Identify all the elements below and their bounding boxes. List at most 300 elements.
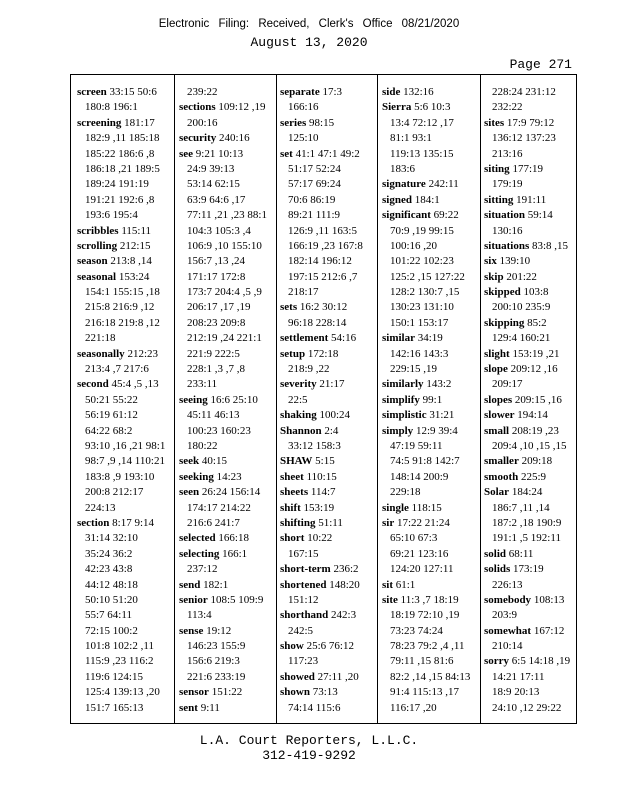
index-entry-continuation	[77, 316, 171, 331]
index-entry-continuation	[179, 162, 275, 177]
index-entry-continuation	[280, 177, 374, 192]
index-entry	[77, 239, 171, 254]
page-line-refs: 24:10 ,12 29:22	[492, 701, 562, 714]
index-table	[70, 74, 577, 724]
page-line-refs: 63:9 64:6 ,17	[187, 193, 246, 206]
index-word: slope	[484, 363, 508, 376]
index-word: signed	[382, 193, 412, 206]
page-line-refs: 56:19 61:12	[85, 409, 138, 422]
index-entry-continuation	[280, 224, 374, 239]
reporter-phone: 312-419-9292	[262, 748, 356, 763]
index-word: selecting	[179, 547, 220, 560]
page-line-refs: 194:14	[514, 409, 548, 422]
index-entry	[280, 147, 374, 162]
index-word	[179, 717, 219, 719]
index-entry	[280, 408, 374, 423]
index-entry	[179, 131, 275, 146]
index-word: sorry	[484, 655, 510, 668]
page-line-refs: 55:7 64:11	[85, 609, 132, 622]
index-entry	[179, 685, 275, 700]
index-entry-continuation	[280, 654, 374, 669]
page-line-refs: 124:20 127:11	[390, 563, 454, 576]
index-entry-continuation	[77, 362, 171, 377]
page-line-refs: 74:14 115:6	[288, 701, 341, 714]
index-entry-continuation	[484, 100, 574, 115]
page-line-refs: 82:2 ,14 ,15 84:13	[390, 670, 471, 683]
page-line-refs: 130:16	[492, 224, 523, 237]
page-line-refs: 113:4	[187, 609, 212, 622]
index-entry	[382, 100, 478, 115]
index-word: site	[382, 593, 398, 606]
index-entry-continuation	[484, 300, 574, 315]
page-line-refs: 17:3	[319, 86, 343, 98]
column-divider	[276, 75, 277, 723]
page-line-refs: 45:4 ,5 ,13	[108, 378, 159, 391]
index-entry-continuation	[484, 639, 574, 654]
index-entry-continuation	[280, 193, 374, 208]
page-line-refs: 177:19	[509, 162, 543, 175]
page-line-refs: 125:4 139:13 ,20	[85, 686, 160, 699]
index-word: six	[484, 255, 497, 268]
column-divider	[174, 75, 175, 723]
index-word: section	[77, 516, 110, 529]
page-line-refs: 93:10 ,16 ,21 98:1	[85, 439, 166, 452]
index-entry	[484, 424, 574, 439]
index-word: somewhat	[484, 624, 532, 637]
page-line-refs: 101:8 102:2 ,11	[85, 640, 154, 653]
page-line-refs: 79:11 ,15 81:6	[390, 655, 454, 668]
index-entry	[484, 162, 574, 177]
page-line-refs: 213:8 ,14	[107, 255, 152, 268]
index-entry	[179, 100, 275, 115]
page-line-refs: 25:6 76:12	[303, 640, 354, 653]
index-entry-continuation	[179, 316, 275, 331]
page-line-refs: 221:6 233:19	[187, 670, 246, 683]
index-entry	[179, 393, 275, 408]
index-word: setup	[280, 347, 306, 360]
index-entry	[382, 578, 478, 593]
page-line-refs: 150:1 153:17	[390, 316, 449, 329]
page-line-refs: 208:23 209:8	[187, 316, 246, 329]
index-word: seeing	[179, 393, 208, 406]
index-word: see	[179, 147, 194, 160]
page-line-refs: 226:13	[492, 578, 523, 591]
page-line-refs: 119:6 124:15	[85, 670, 143, 683]
index-entry	[77, 116, 171, 131]
page-line-refs: 191:1 ,5 192:11	[492, 532, 561, 545]
page-line-refs: 182:14 196:12	[288, 255, 352, 268]
page-line-refs: 108:13	[531, 593, 565, 606]
index-entry-continuation	[382, 547, 478, 562]
index-entry	[280, 578, 374, 593]
index-word: security	[179, 132, 217, 145]
index-entry	[484, 254, 574, 269]
page-line-refs: 182:9 ,11 185:18	[85, 132, 160, 145]
index-entry	[179, 624, 275, 639]
page-line-refs: 213:16	[492, 147, 523, 160]
index-entry-continuation	[280, 285, 374, 300]
page-line-refs: 125:2 ,15 127:22	[390, 270, 465, 283]
index-word: seek	[179, 455, 200, 468]
page-line-refs: 151:12	[288, 593, 319, 606]
index-entry	[77, 377, 171, 392]
page-line-refs: 156:6 219:3	[187, 655, 240, 668]
page-line-refs: 229:18	[390, 486, 421, 499]
page-line-refs: 19:12	[203, 624, 232, 637]
index-word: season	[77, 255, 108, 268]
page-line-refs: 209:12 ,16	[507, 363, 558, 376]
index-entry	[484, 547, 574, 562]
page-line-refs: 101:22 102:23	[390, 255, 454, 268]
index-entry	[484, 270, 574, 285]
index-entry	[382, 393, 478, 408]
index-entry-continuation	[77, 193, 171, 208]
page-line-refs: 98:15	[306, 116, 335, 129]
index-entry-continuation	[77, 408, 171, 423]
index-entry	[484, 654, 574, 669]
index-entry	[280, 470, 374, 485]
index-entry	[382, 501, 478, 516]
index-entry-continuation	[77, 593, 171, 608]
index-entry-continuation	[280, 316, 374, 331]
index-column-5	[484, 85, 574, 719]
index-entry	[77, 516, 171, 531]
index-entry	[484, 239, 574, 254]
page-line-refs: 47:19 59:11	[390, 439, 443, 452]
index-entry-continuation	[382, 624, 478, 639]
index-entry	[179, 716, 275, 719]
page-line-refs: 172:18	[305, 347, 339, 360]
page-line-refs: 212:23	[124, 347, 158, 360]
page-line-refs: 184:1	[411, 193, 440, 206]
page-line-refs: 181:17	[121, 116, 155, 129]
page-line-refs: 153:19 ,21	[509, 347, 560, 360]
index-word: scrolling	[77, 239, 118, 252]
index-entry-continuation	[382, 147, 478, 162]
index-entry-continuation	[77, 485, 171, 500]
page-line-refs: 51:11	[315, 516, 343, 529]
index-entry-continuation	[77, 654, 171, 669]
index-word: short-term	[280, 563, 331, 576]
index-entry-continuation	[77, 501, 171, 516]
page-line-refs: 153:19	[300, 501, 335, 514]
index-entry-continuation	[179, 654, 275, 669]
index-word: series	[280, 116, 307, 129]
index-word: slower	[484, 409, 515, 422]
index-entry	[280, 516, 374, 531]
page-line-refs: 72:15 100:2	[85, 624, 138, 637]
page-line-refs: 236:2	[330, 563, 359, 576]
index-entry-continuation	[77, 470, 171, 485]
page-line-refs: 229:15 ,19	[390, 363, 438, 376]
index-entry-continuation	[382, 670, 478, 685]
page-line-refs: 69:21 123:16	[390, 547, 449, 560]
index-word: Shannon	[280, 424, 322, 437]
index-entry	[382, 193, 478, 208]
index-entry-continuation	[382, 531, 478, 546]
page-line-refs: 132:16	[400, 86, 434, 98]
index-entry-continuation	[484, 531, 574, 546]
index-entry-continuation	[382, 239, 478, 254]
page-line-refs: 40:15	[199, 455, 227, 468]
index-entry-continuation	[280, 270, 374, 285]
index-word: slopes	[484, 393, 513, 406]
page-line-refs: 183:6	[390, 162, 416, 175]
page-line-refs: 166:1	[219, 547, 248, 560]
index-entry-continuation	[382, 608, 478, 623]
page-line-refs: 209:15 ,16	[512, 393, 562, 406]
page-line-refs: 208:19 ,23	[509, 424, 559, 437]
index-entry	[179, 485, 275, 500]
index-entry	[484, 562, 574, 577]
index-entry	[484, 193, 574, 208]
index-entry	[280, 685, 374, 700]
page-line-refs: 81:1 93:1	[390, 132, 432, 145]
index-entry	[179, 593, 275, 608]
index-word: solid	[484, 547, 507, 560]
index-word: send	[179, 578, 201, 591]
index-word: somebody	[484, 593, 532, 606]
index-entry-continuation	[77, 578, 171, 593]
index-word: situations	[484, 239, 530, 252]
index-word: selected	[179, 532, 216, 545]
index-word: sir	[382, 516, 395, 529]
index-entry	[382, 331, 478, 346]
index-word: similarly	[382, 378, 424, 391]
index-word: seasonal	[77, 270, 117, 283]
index-entry-continuation	[179, 670, 275, 685]
index-word: shift	[280, 501, 301, 514]
page-line-refs: 73:13	[309, 686, 338, 699]
index-entry-continuation	[77, 670, 171, 685]
page-line-refs	[85, 717, 138, 719]
page-line-refs: 18:9 20:13	[492, 686, 540, 699]
index-entry	[484, 362, 574, 377]
index-entry-continuation	[77, 177, 171, 192]
index-entry	[382, 177, 478, 192]
page-line-refs: 130:23 131:10	[390, 301, 454, 314]
index-entry-continuation	[382, 654, 478, 669]
index-entry	[179, 454, 275, 469]
page-line-refs: 83:8 ,15	[529, 239, 569, 252]
page-line-refs: 77:11 ,21 ,23 88:1	[187, 209, 267, 222]
index-entry	[280, 501, 374, 516]
page-line-refs: 91:4 115:13 ,17	[390, 686, 459, 699]
page-line-refs: 31:21	[426, 409, 455, 422]
index-entry-continuation	[280, 239, 374, 254]
index-entry-continuation	[77, 716, 171, 719]
page-line-refs: 174:17 214:22	[187, 501, 251, 514]
page-line-refs: 167:15	[288, 547, 319, 560]
page-line-refs: 104:3 105:3 ,4	[187, 224, 251, 237]
index-entry	[77, 347, 171, 362]
page-line-refs: 106:9 ,10 155:10	[187, 239, 262, 252]
page-line-refs: 51:17 52:24	[288, 162, 341, 175]
index-entry	[382, 424, 478, 439]
index-entry-continuation	[77, 685, 171, 700]
index-word: SHAW	[280, 455, 313, 468]
index-word: sensor	[179, 686, 209, 699]
page-line-refs: 228:1 ,3 ,7 ,8	[187, 363, 246, 376]
index-entry-continuation	[484, 608, 574, 623]
page-line-refs: 232:22	[492, 101, 523, 114]
page-line-refs: 218:9 ,22	[288, 363, 330, 376]
page-line-refs: 209:4 ,10 ,15 ,15	[492, 439, 567, 452]
index-entry-continuation	[179, 331, 275, 346]
page-line-refs	[390, 717, 459, 719]
index-word: skipping	[484, 316, 525, 329]
page-line-refs: 186:18 ,21 189:5	[85, 162, 160, 175]
index-entry-continuation	[382, 131, 478, 146]
index-entry-continuation	[179, 116, 275, 131]
page-line-refs: 116:17 ,20	[390, 701, 437, 714]
index-entry-continuation	[382, 285, 478, 300]
index-word: sets	[280, 301, 298, 314]
index-word: side	[382, 86, 401, 98]
index-entry-continuation	[484, 685, 574, 700]
index-entry	[484, 208, 574, 223]
index-entry-continuation	[179, 285, 275, 300]
page-line-refs: 17:9 79:12	[504, 116, 555, 129]
index-entry-continuation	[382, 701, 478, 716]
page-line-refs: 65:10 67:3	[390, 532, 438, 545]
page-line-refs: 237:12	[187, 563, 218, 576]
page-line-refs: 21:17	[316, 378, 345, 391]
index-entry-continuation	[382, 270, 478, 285]
page-line-refs: 69:22	[430, 209, 459, 222]
index-word: sites	[484, 116, 505, 129]
page-line-refs	[219, 717, 247, 719]
column-divider	[480, 75, 481, 723]
index-word: sitting	[484, 193, 514, 206]
page-line-refs: 41:1 47:1 49:2	[292, 147, 360, 160]
index-entry-continuation	[179, 408, 275, 423]
page-line-refs	[492, 717, 545, 719]
index-word: severity	[280, 378, 317, 391]
page-line-refs: 70:6 86:19	[288, 193, 336, 206]
index-word: Solar	[484, 486, 510, 499]
page-line-refs: 242:5	[288, 624, 314, 637]
page-line-refs: 126:9 ,11 163:5	[288, 224, 357, 237]
page-line-refs: 225:9	[518, 470, 547, 483]
index-entry	[484, 454, 574, 469]
page-line-refs: 151:22	[208, 686, 243, 699]
index-entry-continuation	[382, 254, 478, 269]
index-entry-continuation	[179, 424, 275, 439]
page-line-refs: 153:24	[116, 270, 150, 283]
page-line-refs	[288, 717, 318, 719]
page-line-refs: 98:7 ,9 ,14 110:21	[85, 455, 165, 468]
page-line-refs: 242:11	[425, 178, 459, 191]
index-entry-continuation	[484, 501, 574, 516]
index-word: seasonally	[77, 347, 125, 360]
page-line-refs: 240:16	[216, 132, 250, 145]
page-line-refs: 89:21 111:9	[288, 209, 341, 222]
page-line-refs: 109:12 ,19	[215, 101, 266, 114]
page-line-refs: 242:3	[328, 609, 357, 622]
page-line-refs: 151:7 165:13	[85, 701, 144, 714]
index-entry-continuation	[484, 701, 574, 716]
index-word: senior	[179, 593, 208, 606]
page-line-refs: 5:6 10:3	[411, 101, 451, 114]
index-word: screen	[77, 86, 107, 98]
page-line-refs: 183:8 ,9 193:10	[85, 470, 155, 483]
page-line-refs: 191:21 192:6 ,8	[85, 193, 155, 206]
page-line-refs: 2:4	[321, 424, 339, 437]
page-line-refs: 35:24 36:2	[85, 547, 133, 560]
page-line-refs: 203:9	[492, 609, 518, 622]
index-column-3	[280, 85, 374, 719]
page-line-refs: 209:17	[492, 378, 523, 391]
index-entry-continuation	[280, 131, 374, 146]
page-line-refs: 228:24 231:12	[492, 86, 556, 98]
page-line-refs: 10:22	[304, 532, 333, 545]
reporter-name: L.A. Court Reporters, L.L.C.	[199, 733, 419, 748]
page-number: Page 271	[509, 57, 572, 72]
page-line-refs: 110:15	[303, 470, 337, 483]
page-line-refs: 197:15 212:6 ,7	[288, 270, 358, 283]
index-entry-continuation	[382, 454, 478, 469]
page-line-refs: 180:8 196:1	[85, 101, 138, 114]
index-word: signature	[382, 178, 426, 191]
page-line-refs: 33:15 50:6	[106, 86, 157, 98]
page-line-refs: 129:4 160:21	[492, 332, 551, 345]
index-entry-continuation	[280, 100, 374, 115]
page-line-refs: 184:24	[509, 486, 543, 499]
index-entry-continuation	[77, 531, 171, 546]
index-entry-continuation	[77, 701, 171, 716]
index-entry	[280, 531, 374, 546]
index-entry-continuation	[382, 300, 478, 315]
page-line-refs: 117:23	[288, 655, 319, 668]
index-entry	[382, 208, 478, 223]
index-word: shaking	[280, 409, 317, 422]
index-entry-continuation	[179, 608, 275, 623]
index-word: short	[280, 532, 305, 545]
page-line-refs: 16:2 30:12	[297, 301, 348, 314]
page-line-refs: 218:17	[288, 286, 319, 299]
index-entry	[484, 347, 574, 362]
page-line-refs: 26:24 156:14	[199, 486, 261, 499]
index-entry-continuation	[484, 177, 574, 192]
index-word: set	[280, 147, 293, 160]
index-entry-continuation	[484, 578, 574, 593]
index-entry	[484, 470, 574, 485]
index-entry-continuation	[179, 270, 275, 285]
page-line-refs: 16:6 25:10	[207, 393, 258, 406]
index-entry	[280, 347, 374, 362]
index-entry-continuation	[77, 424, 171, 439]
index-entry-continuation	[77, 208, 171, 223]
index-entry-continuation	[179, 300, 275, 315]
index-entry-continuation	[77, 393, 171, 408]
page-line-refs: 128:2 130:7 ,15	[390, 286, 460, 299]
page-line-refs: 154:1 155:15 ,18	[85, 286, 160, 299]
index-word: seeking	[179, 470, 214, 483]
index-entry-continuation	[382, 685, 478, 700]
index-word: skip	[484, 270, 504, 283]
index-entry	[280, 331, 374, 346]
filing-header: Electronic Filing: Received, Clerk's Office 08/21/2020	[158, 18, 460, 30]
page-line-refs: 18:19 72:10 ,19	[390, 609, 460, 622]
index-entry-continuation	[382, 316, 478, 331]
index-entry-continuation	[280, 393, 374, 408]
index-word: sit	[382, 578, 393, 591]
index-column-1	[77, 85, 171, 719]
page-line-refs: 185:22 186:6 ,8	[85, 147, 155, 160]
page-line-refs: 213:4 ,7 217:6	[85, 363, 149, 376]
index-entry	[179, 147, 275, 162]
